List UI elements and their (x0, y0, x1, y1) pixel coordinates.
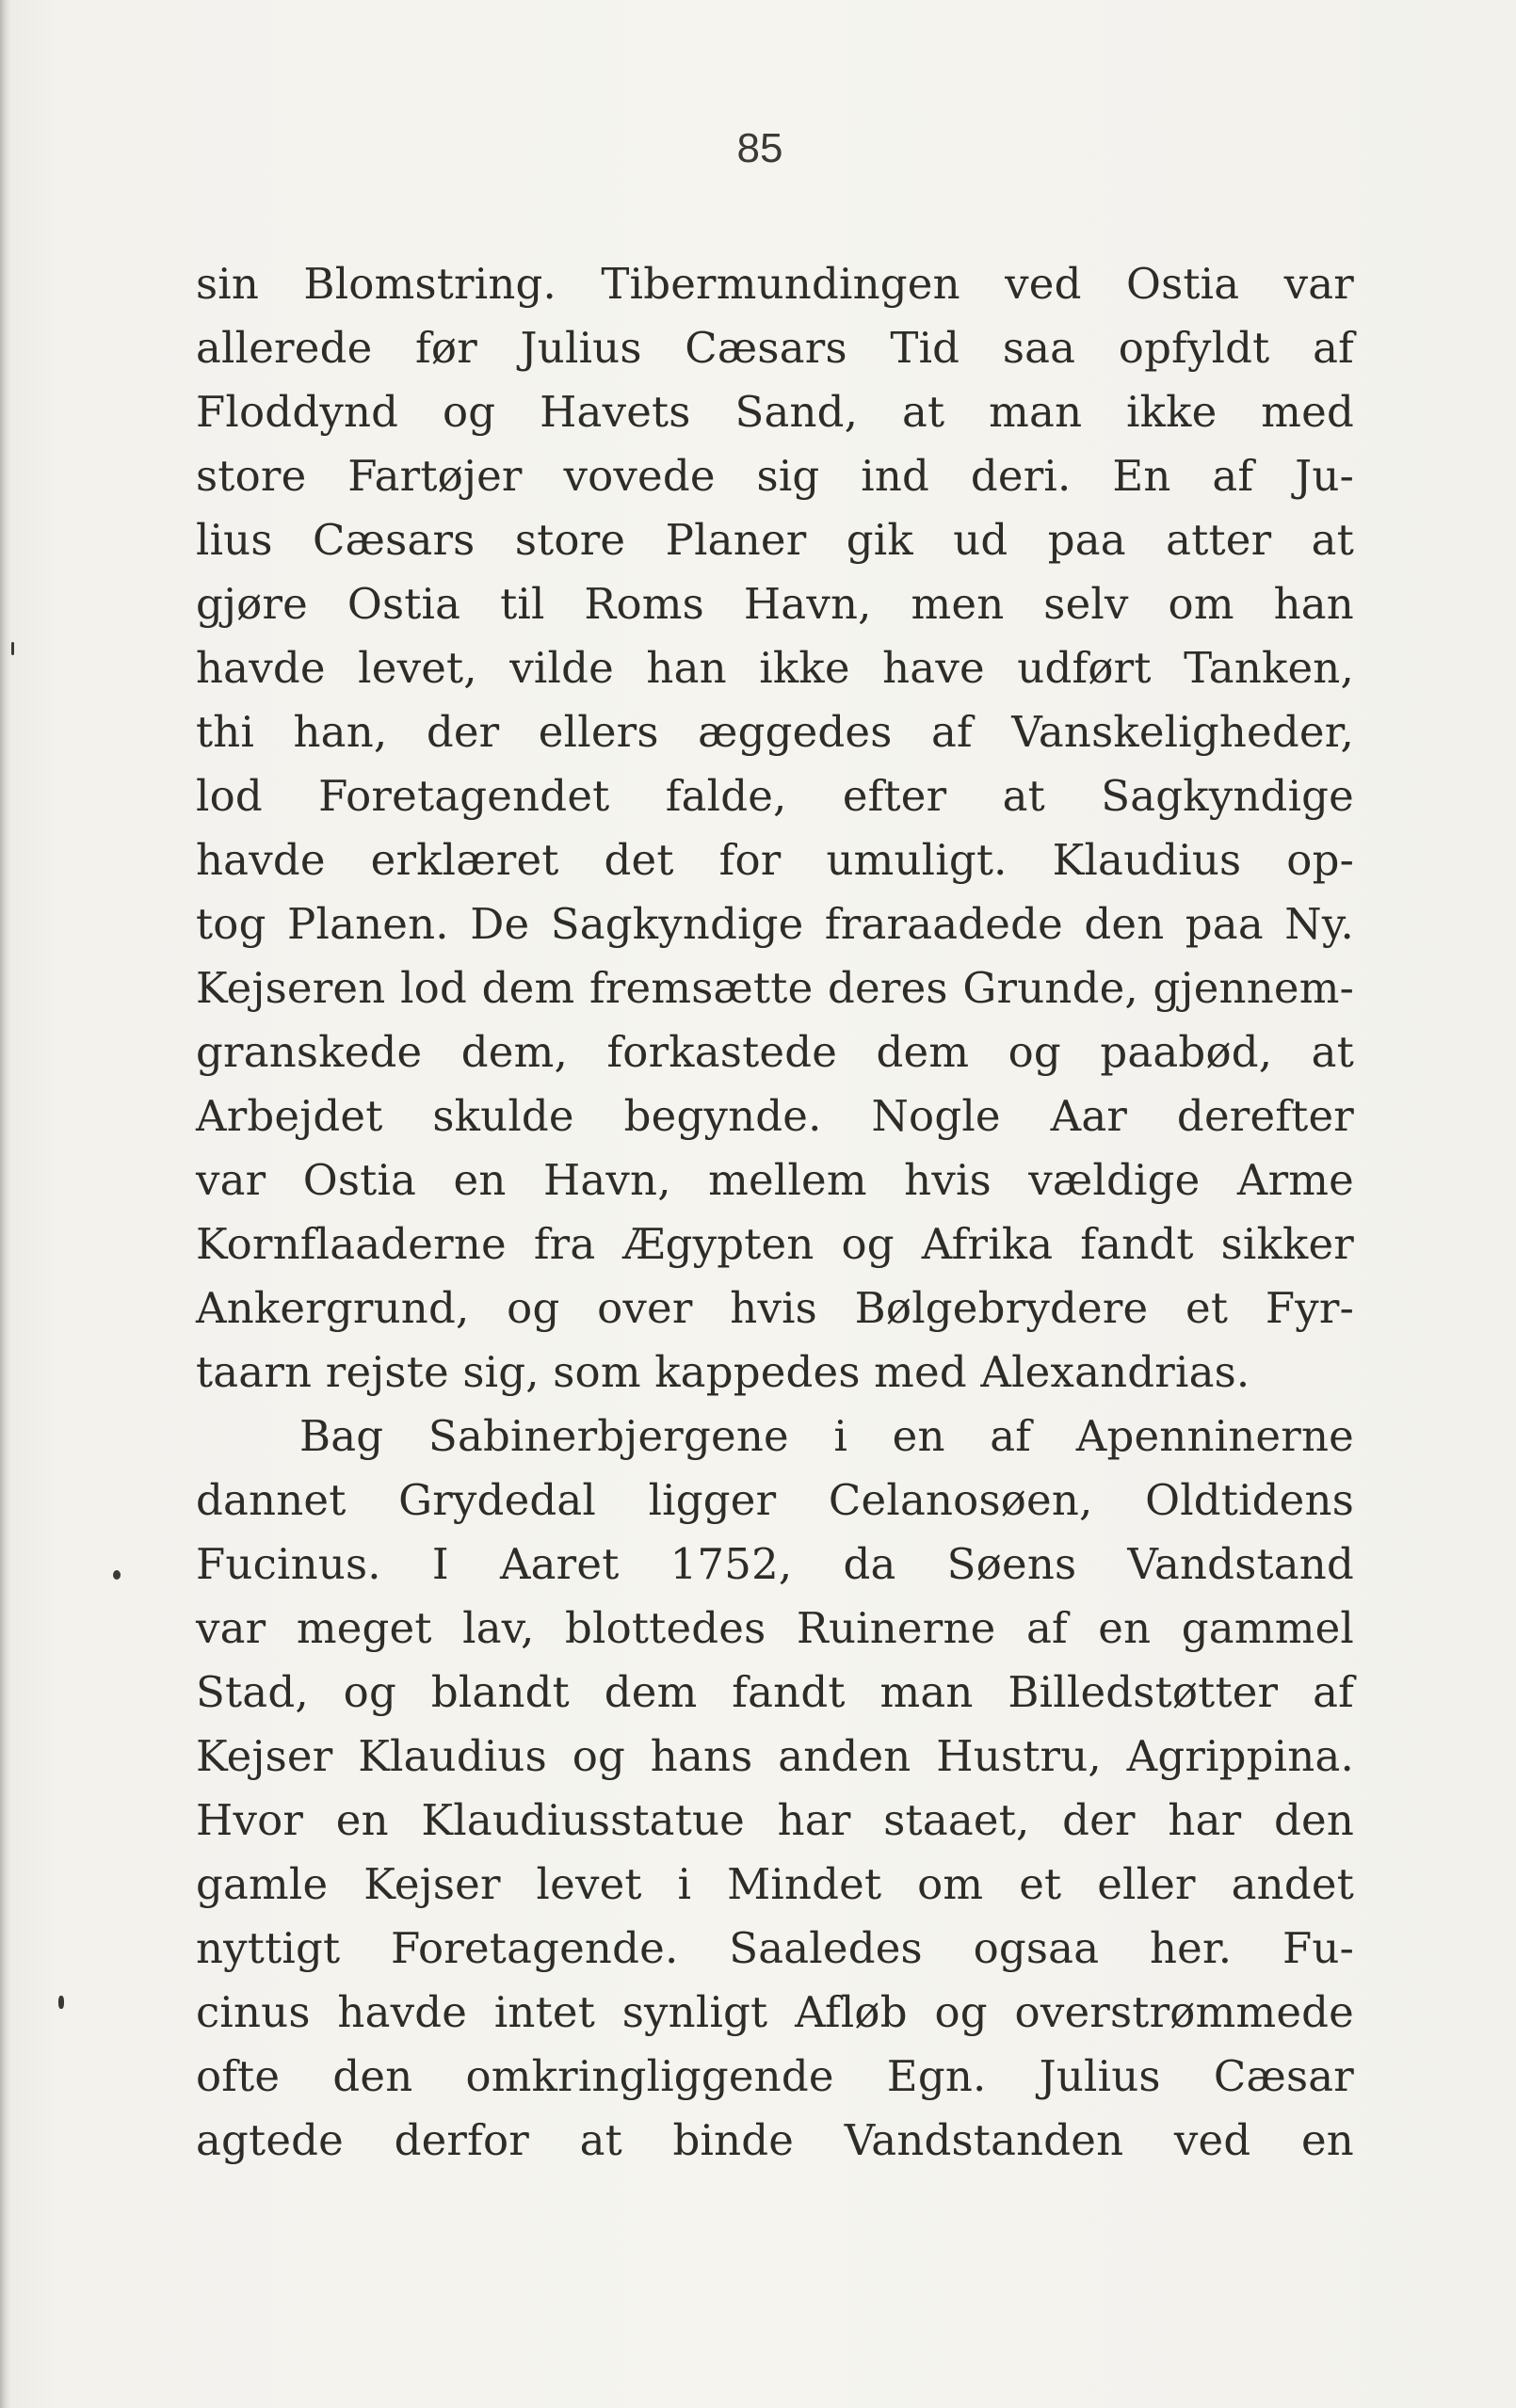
paper-speck (58, 1996, 64, 2009)
text-line: dannet Grydedal ligger Celanosøen, Oldtidens (196, 1475, 1354, 1525)
text-line: Kejseren lod dem fremsætte deres Grunde, gjennem- (196, 963, 1354, 1013)
text-line: thi han, der ellers æggedes af Vanskeligheder, (196, 707, 1354, 757)
text-line: Fucinus. I Aaret 1752, da Søens Vandstand (196, 1539, 1354, 1589)
text-line-paragraph-start: Bag Sabinerbjergene i en af Apenninerne (299, 1411, 1354, 1461)
text-line: Kejser Klaudius og hans anden Hustru, Agrippina. (196, 1731, 1354, 1781)
text-line: ofte den omkringliggende Egn. Julius Cæsar (196, 2051, 1354, 2101)
text-line: lod Foretagendet falde, efter at Sagkyndige (196, 771, 1354, 821)
text-line: cinus havde intet synligt Afløb og overstrømmede (196, 1987, 1354, 2037)
text-line: agtede derfor at binde Vandstanden ved en (196, 2115, 1354, 2165)
text-line: sin Blomstring. Tibermundingen ved Ostia var (196, 259, 1354, 309)
text-line: havde erklæret det for umuligt. Klaudius op- (196, 835, 1354, 885)
text-line: havde levet, vilde han ikke have udført Tanken, (196, 643, 1354, 693)
text-line: Floddynd og Havets Sand, at man ikke med (196, 387, 1354, 437)
text-line: lius Cæsars store Planer gik ud paa atter at (196, 515, 1354, 565)
text-line: gjøre Ostia til Roms Havn, men selv om han (196, 579, 1354, 629)
text-line: Arbejdet skulde begynde. Nogle Aar derefter (196, 1091, 1354, 1141)
page-number: 85 (736, 125, 783, 171)
text-line: nyttigt Foretagende. Saaledes ogsaa her. Fu- (196, 1923, 1354, 1973)
text-line: Hvor en Klaudiusstatue har staaet, der har den (196, 1795, 1354, 1845)
text-line: var meget lav, blottedes Ruinerne af en gammel (196, 1603, 1354, 1653)
text-line: Kornflaaderne fra Ægypten og Afrika fandt sikker (196, 1219, 1354, 1269)
page-gutter-shadow (0, 0, 11, 2408)
text-line: gamle Kejser levet i Mindet om et eller andet (196, 1859, 1354, 1909)
text-line: Stad, og blandt dem fandt man Billedstøtter af (196, 1667, 1354, 1717)
paper-speck (113, 1570, 121, 1580)
paper-speck (11, 642, 14, 655)
text-line: Ankergrund, og over hvis Bølgebrydere et Fyr- (196, 1283, 1354, 1333)
text-line: var Ostia en Havn, mellem hvis vældige Arme (196, 1155, 1354, 1205)
text-line: granskede dem, forkastede dem og paabød, at (196, 1027, 1354, 1077)
text-line: taarn rejste sig, som kappedes med Alexandrias. (196, 1347, 1250, 1397)
text-line: allerede før Julius Cæsars Tid saa opfyldt af (196, 323, 1354, 373)
text-line: tog Planen. De Sagkyndige fraraadede den paa Ny. (196, 899, 1354, 949)
body-text (196, 252, 1354, 2173)
text-line: store Fartøjer vovede sig ind deri. En af Ju- (196, 451, 1354, 501)
